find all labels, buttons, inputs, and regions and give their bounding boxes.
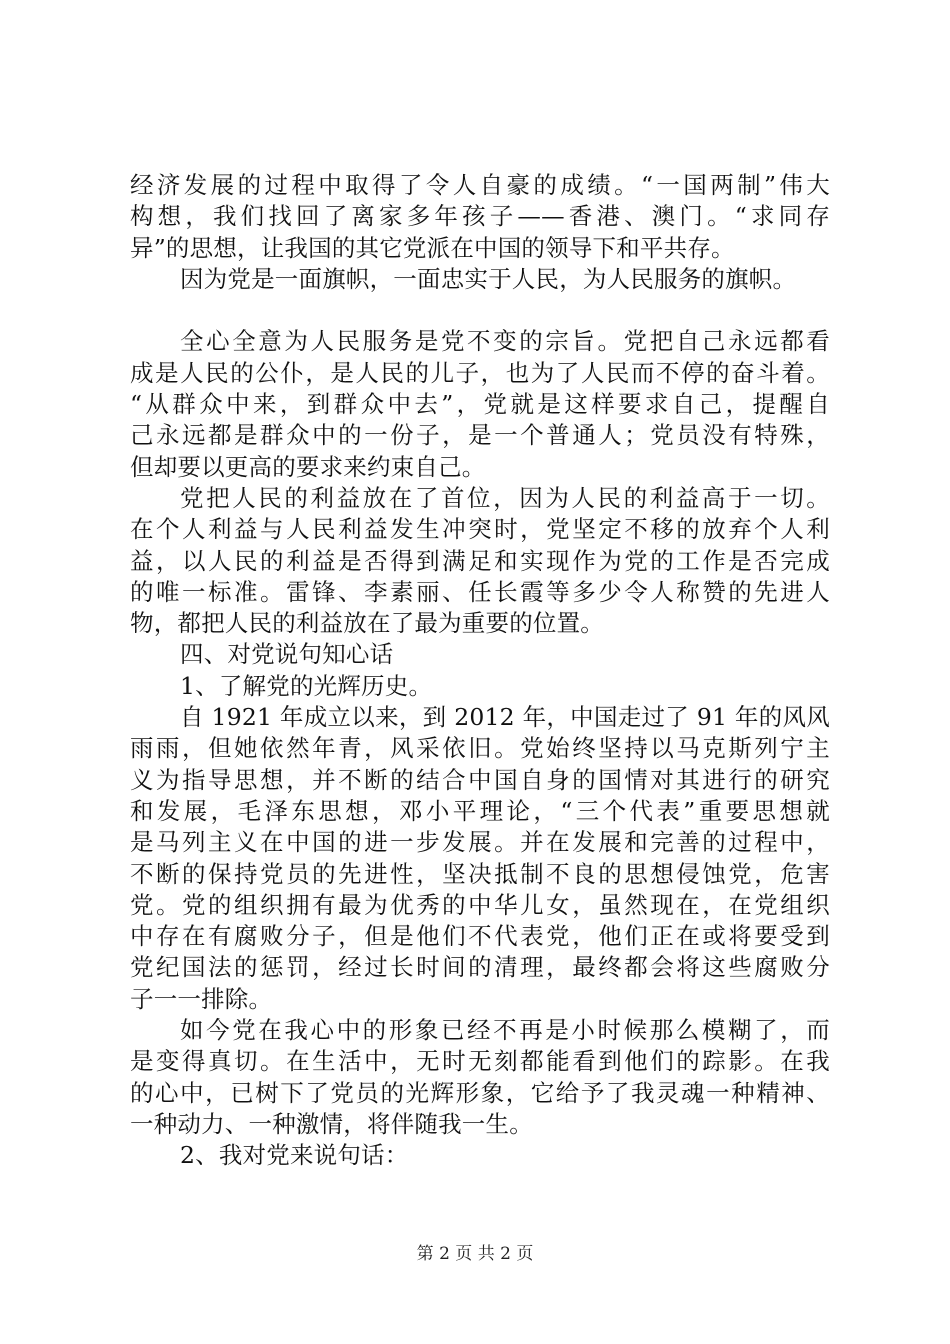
text-line: 1、了解党的光辉历史。 (180, 671, 433, 700)
paragraph (130, 639, 830, 670)
paragraph (130, 264, 830, 295)
text-line: 自 1921 年成立以来，到 2012 年，中国走过了 91 年的风风 (180, 703, 830, 732)
text-line: 义为指导思想，并不断的结合中国自身的国情对其进行的研究 (130, 765, 830, 794)
text-line: 一种动力、一种激情，将伴随我一生。 (130, 1109, 533, 1138)
text-line: 物，都把人民的利益放在了最为重要的位置。 (130, 609, 604, 638)
paragraph (130, 326, 830, 482)
text-line: “从群众中来，到群众中去”，党就是这样要求自己，提醒自 (130, 390, 830, 419)
text-line: 构想，我们找回了离家多年孩子——香港、澳门。“求同存 (130, 202, 830, 231)
paragraph (130, 483, 830, 639)
document-body (130, 170, 830, 1172)
paragraph (130, 1140, 830, 1171)
text-line: 但却要以更高的要求来约束自己。 (130, 452, 486, 481)
text-line: 是马列主义在中国的进一步发展。并在发展和完善的过程中， (130, 828, 830, 857)
text-line: 雨雨，但她依然年青，风采依旧。党始终坚持以马克斯列宁主 (130, 734, 830, 763)
text-line: 经济发展的过程中取得了令人自豪的成绩。“一国两制”伟大 (130, 171, 830, 199)
paragraph (130, 702, 830, 1015)
text-line: 是变得真切。在生活中，无时无刻都能看到他们的踪影。在我 (130, 1047, 830, 1076)
text-line: 不断的保持党员的先进性，坚决抵制不良的思想侵蚀党，危害 (130, 859, 830, 888)
text-line: 四、对党说句知心话 (180, 640, 394, 669)
paragraph (130, 170, 830, 264)
text-line: 子一一排除。 (130, 984, 273, 1013)
text-line: 党纪国法的惩罚，经过长时间的清理，最终都会将这些腐败分 (130, 953, 830, 982)
text-line: 2、我对党来说句话： (180, 1141, 409, 1170)
text-line: 异”的思想，让我国的其它党派在中国的领导下和平共存。 (130, 233, 735, 262)
text-line: 成是人民的公仆，是人民的儿子，也为了人民而不停的奋斗着。 (130, 358, 830, 387)
text-line: 全心全意为人民服务是党不变的宗旨。党把自己永远都看 (180, 327, 830, 356)
text-line: 和发展，毛泽东思想，邓小平理论，“三个代表”重要思想就 (130, 796, 830, 825)
text-line: 己永远都是群众中的一份子，是一个普通人；党员没有特殊， (130, 421, 830, 450)
text-line: 如今党在我心中的形象已经不再是小时候那么模糊了，而 (180, 1016, 830, 1045)
text-line: 的心中，已树下了党员的光辉形象，它给予了我灵魂一种精神、 (130, 1078, 830, 1107)
text-line: 中存在有腐败分子，但是他们不代表党，他们正在或将要受到 (130, 922, 830, 951)
page-footer: 第 2 页 共 2 页 (416, 1244, 534, 1264)
text-line: 党。党的组织拥有最为优秀的中华儿女，虽然现在，在党组织 (130, 890, 830, 919)
text-line: 的唯一标准。雷锋、李素丽、任长霞等多少令人称赞的先进人 (130, 577, 830, 606)
paragraph-gap (130, 295, 830, 326)
text-line: 因为党是一面旗帜，一面忠实于人民，为人民服务的旗帜。 (180, 264, 797, 293)
paragraph (130, 1015, 830, 1140)
paragraph (130, 671, 830, 702)
text-line: 党把人民的利益放在了首位，因为人民的利益高于一切。 (180, 483, 830, 512)
text-line: 益，以人民的利益是否得到满足和实现作为党的工作是否完成 (130, 546, 830, 575)
text-line: 在个人利益与人民利益发生冲突时，党坚定不移的放弃个人利 (130, 515, 830, 544)
